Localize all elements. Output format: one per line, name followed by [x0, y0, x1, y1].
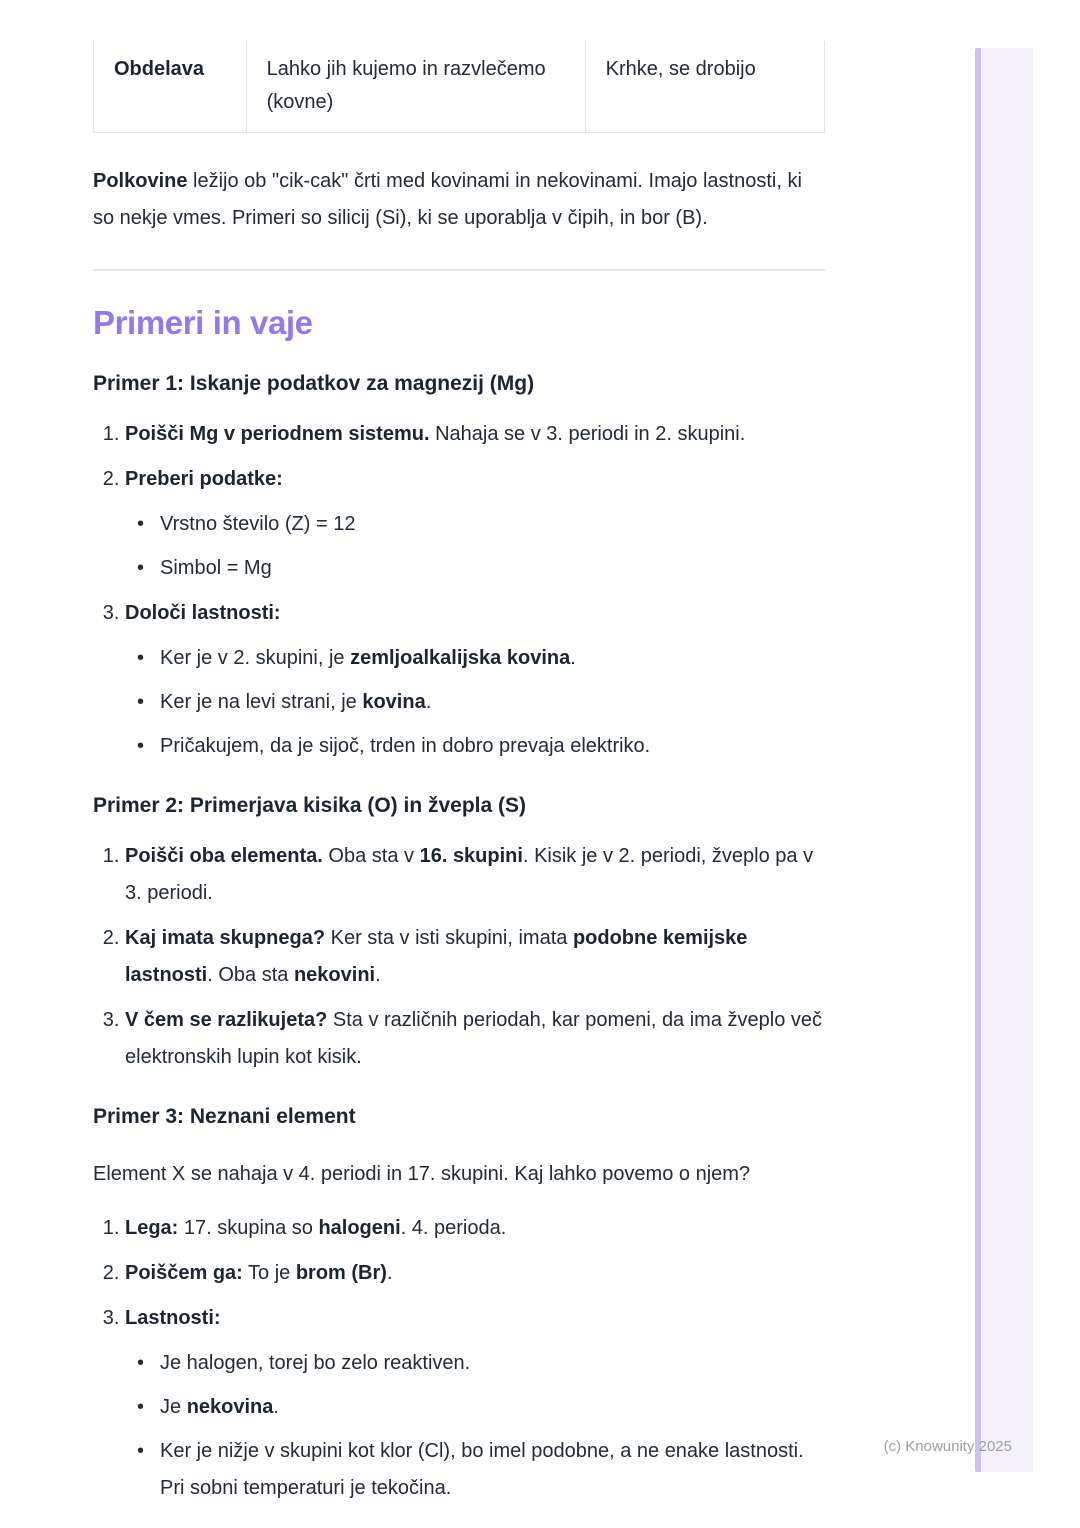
table-cell-property: Obdelava [114, 58, 205, 80]
example-3-title: Primer 3: Neznani element [93, 1105, 356, 1128]
list-item-text: Določi lastnosti: [125, 602, 281, 624]
example-1-title: Primer 1: Iskanje podatkov za magnezij (Mg) [93, 372, 535, 395]
example-1-steps [93, 416, 825, 765]
document-content [93, 0, 825, 1515]
sub-bullet-list [125, 506, 825, 587]
list-item: 1. Poišči oba elementa. Oba sta v 16. skupini. Kisik je v 2. periodi, žveplo pa v 3. periodi. [125, 838, 825, 912]
sub-bullet-list [125, 640, 825, 765]
list-item-text: Lastnosti: [125, 1307, 221, 1329]
page-edge-strip [975, 48, 1033, 1472]
table-cell-metals: Lahko jih kujemo in razvlečemo (kovne) [246, 41, 585, 132]
watermark: (c) Knowunity 2025 [883, 1438, 1012, 1455]
example-2-steps [93, 838, 825, 1076]
list-item: • Ker je v 2. skupini, je zemljoalkalijska kovina. [160, 640, 825, 677]
example-3-question: Element X se nahaja v 4. periodi in 17. skupini. Kaj lahko povemo o njem? [93, 1163, 751, 1185]
list-item [125, 1300, 825, 1507]
list-item: • Vrstno število (Z) = 12 [160, 506, 825, 543]
list-item-text: Preberi podatke: [125, 468, 283, 490]
example-2-title: Primer 2: Primerjava kisika (O) in žvepla (S) [93, 794, 527, 817]
list-item: 1. Poišči Mg v periodnem sistemu. Nahaja se v 3. periodi in 2. skupini. [125, 416, 825, 453]
sub-bullet-list [125, 1345, 825, 1507]
list-item: 3. V čem se razlikujeta? Sta v različnih periodah, kar pomeni, da ima žveplo več elektronskih lupin kot kisik. [125, 1002, 825, 1076]
list-item [125, 595, 825, 765]
section-heading: Primeri in vaje [93, 304, 313, 341]
list-item: 2. Kaj imata skupnega? Ker sta v isti skupini, imata podobne kemijske lastnosti. Oba sta nekovini. [125, 920, 825, 994]
section-divider [93, 269, 825, 271]
list-item: • Simbol = Mg [160, 550, 825, 587]
list-item: • Ker je nižje v skupini kot klor (Cl), bo imel podobne, a ne enake lastnosti. Pri sobni temperaturi je tekočina. [160, 1433, 825, 1507]
list-item: • Ker je na levi strani, je kovina. [160, 684, 825, 721]
properties-table-row [93, 41, 825, 133]
list-item [125, 461, 825, 587]
table-cell-nonmetals: Krhke, se drobijo [585, 41, 824, 132]
list-item: • Je nekovina. [160, 1389, 825, 1426]
list-item: • Pričakujem, da je sijoč, trden in dobro prevaja elektriko. [160, 728, 825, 765]
list-item: 1. Lega: 17. skupina so halogeni. 4. perioda. [125, 1210, 825, 1247]
list-item: 2. Poiščem ga: To je brom (Br). [125, 1255, 825, 1292]
metalloids-paragraph: Polkovine ležijo ob "cik-cak" črti med kovinami in nekovinami. Imajo lastnosti, ki so nekje vmes. Primeri so silicij (Si), ki se uporablja v čipih, in bor (B). [93, 170, 802, 229]
example-3-steps [93, 1210, 825, 1507]
list-item: • Je halogen, torej bo zelo reaktiven. [160, 1345, 825, 1382]
